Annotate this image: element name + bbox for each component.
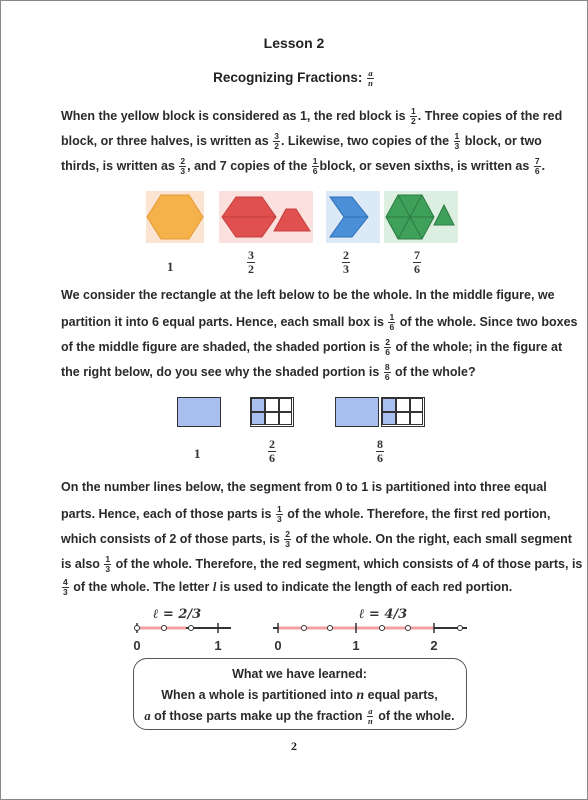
number-line-left <box>133 607 231 653</box>
rect-label-eight-sixths: $\frac{8}{6}$ <box>377 437 383 465</box>
lesson-heading: Lesson 2 <box>263 35 325 51</box>
rect-label-two-sixths: $\frac{2}{6}$ <box>269 437 275 465</box>
learned-heading: What we have learned: <box>232 667 367 681</box>
title-fraction: $\frac{a}{n}$ <box>368 68 373 88</box>
whole-rectangle <box>177 397 221 427</box>
fraction: $\frac{1}{3}$ <box>105 554 111 574</box>
label-one: 1 <box>167 259 174 274</box>
six-part-grid <box>250 397 294 427</box>
fraction: $\frac{1}{2}$ <box>411 106 416 126</box>
title-text: Recognizing Fractions: <box>213 70 363 86</box>
fraction: $\frac{a}{n}$ <box>367 706 373 726</box>
label-two-thirds: $\frac{2}{3}$ <box>343 248 349 276</box>
paragraph-1: When the yellow block is considered as 1, the red block is $\frac{1}{2}$ . Three copies of the red block, or three halves, is written as $\frac{3}{2}$ . Likewise, two copies of the $\frac{1}{3}$ block, or two thirds, is written as $\frac{2}{3}$ , and 7 copies of the $\frac{1}{6}$ block, or seven sixths, is written as $\frac{7}{6}$ . <box>61 106 563 176</box>
rect-label-one: 1 <box>194 446 201 461</box>
fraction: $\frac{1}{3}$ <box>276 504 282 524</box>
label-seven-sixths: $\frac{7}{6}$ <box>414 248 420 276</box>
learned-box <box>133 658 467 730</box>
fraction: $\frac{2}{6}$ <box>385 337 391 357</box>
fraction: $\frac{1}{3}$ <box>454 131 460 151</box>
fraction: $\frac{1}{6}$ <box>389 312 395 332</box>
tick-label: 1 <box>214 638 222 653</box>
tick-label: 0 <box>274 638 282 653</box>
paragraph-2: We consider the rectangle at the left below to be the whole. In the middle figure, we partition it into 6 equal parts. Hence, each small box is $\frac{1}{6}$ of the whole. Since two boxes of the middle figure are shaded, the shaded portion is $\frac{2}{6}$ of the whole; in the figure at the right below, do you see why the shaded portion is $\frac{8}{6}$ of the whole? <box>61 288 578 382</box>
six-part-grid-2 <box>381 397 425 427</box>
paragraph-3: On the number lines below, the segment from 0 to 1 is partitioned into three equal parts. Hence, each of those parts is $\frac{1}{3}$ of the whole. Therefore, the first red portion, which consists of 2 of those parts, is $\frac{2}{3}$ of the whole. On the right, each small segment is also $\frac{1}{3}$ of the whole. Therefore, the red segment, which consists of 4 of those parts, is $\frac{4}{3}$ of the whole. The letter l is used to indicate the length of each red portion. <box>61 480 583 597</box>
whole-rectangle-2 <box>335 397 379 427</box>
tick-label: 1 <box>352 638 360 653</box>
page-number: 2 <box>291 739 297 753</box>
fraction: $\frac{4}{3}$ <box>63 577 68 597</box>
label-three-halves: $\frac{3}{2}$ <box>248 248 254 276</box>
tick-label: 2 <box>430 638 438 653</box>
ell-label-right: ℓ = 4/3 <box>358 607 408 622</box>
fraction: $\frac{2}{3}$ <box>180 156 186 176</box>
learned-line-3: a of those parts make up the fraction $\frac{a}{n}$ of the whole. <box>144 706 455 726</box>
tick-label: 0 <box>133 638 141 653</box>
fraction: $\frac{3}{2}$ <box>274 131 279 151</box>
lesson-title <box>1 69 587 88</box>
fraction: $\frac{7}{6}$ <box>534 156 540 176</box>
fraction: $\frac{1}{6}$ <box>312 156 318 176</box>
number-lines-figure <box>121 606 481 656</box>
ell-label-left: ℓ = 2/3 <box>152 607 202 622</box>
fraction: $\frac{8}{6}$ <box>384 362 390 382</box>
pattern-blocks-figure <box>146 191 458 247</box>
learned-line-2: When a whole is partitioned into n equal parts, <box>161 688 438 703</box>
fraction: $\frac{2}{3}$ <box>285 529 291 549</box>
number-line-right <box>273 607 467 653</box>
